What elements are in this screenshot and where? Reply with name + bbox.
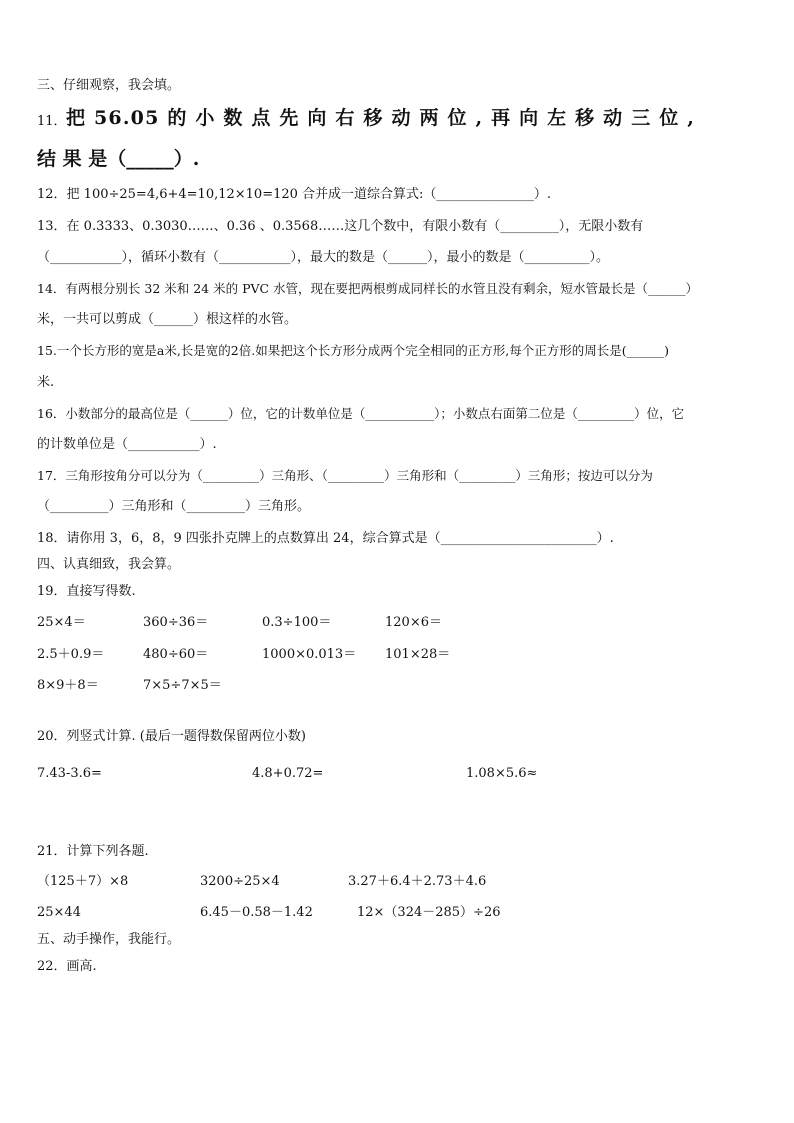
q21-item: （125＋7）×8 (37, 874, 129, 889)
q16-line1: 16．小数部分的最高位是（______）位，它的计数单位是（___________）；小数点右面第二位是（_________）位，它 (37, 406, 685, 421)
q19-item: 2.5＋0.9＝ (37, 647, 105, 662)
q19-item: 360÷36＝ (143, 615, 209, 630)
q11-number: 11． (37, 114, 67, 129)
section-3-heading: 三、仔细观察，我会填。 (37, 78, 181, 93)
q21-item: 25×44 (37, 905, 81, 920)
q17-line1: 17．三角形按角分可以分为（_________）三角形、（_________）三角形和（_________）三角形；按边可以分为 (37, 468, 653, 483)
section-4-heading: 四、认真细致，我会算。 (37, 557, 181, 572)
q19-item: 25×4＝ (37, 615, 86, 630)
q19-item: 8×9＋8＝ (37, 678, 99, 693)
q21-item: 3200÷25×4 (200, 874, 280, 889)
q18-text: 18．请你用 3，6，8，9 四张扑克牌上的点数算出 24，综合算式是（________________________）. (37, 531, 614, 546)
q19-item: 1000×0.013＝ (262, 647, 357, 662)
q22-title: 22．画高. (37, 959, 97, 974)
q13-line2: （___________），循环小数有（___________），最大的数是（______），最小的数是（__________）。 (37, 250, 610, 265)
q17-line2: （_________）三角形和（_________）三角形。 (37, 499, 311, 514)
q21-item: 6.45－0.58－1.42 (200, 905, 313, 920)
q20-item: 1.08×5.6≈ (466, 766, 538, 781)
q15-line2: 米. (37, 375, 55, 390)
q20-item: 7.43-3.6= (37, 766, 102, 781)
q21-item: 3.27＋6.4＋2.73＋4.6 (348, 874, 487, 889)
q14-line2: 米，一共可以剪成（______）根这样的水管。 (37, 312, 298, 327)
q20-title: 20．列竖式计算. (最后一题得数保留两位小数) (37, 729, 306, 744)
q19-item: 480÷60＝ (143, 647, 209, 662)
q11-line2: 结 果 是（_____）. (37, 148, 200, 170)
section-5-heading: 五、动手操作，我能行。 (37, 932, 181, 947)
q19-item: 7×5÷7×5＝ (143, 678, 222, 693)
q19-item: 120×6＝ (385, 615, 442, 630)
q19-item: 101×28＝ (385, 647, 451, 662)
q13-line1: 13．在 0.3333、0.3030……、0.36 、0.3568……这几个数中，有限小数有（_________），无限小数有 (37, 219, 644, 234)
q21-title: 21．计算下列各题. (37, 844, 149, 859)
q12-text: 12．把 100÷25=4,6+4=10,12×10=120 合并成一道综合算式:（_______________）. (37, 187, 552, 202)
q11-line1: 把 56.05 的 小 数 点 先 向 右 移 动 两 位 , 再 向 左 移 动 三 位 , (66, 107, 696, 129)
q16-line2: 的计数单位是（___________）. (37, 437, 217, 452)
q14-line1: 14．有两根分别长 32 米和 24 米的 PVC 水管，现在要把两根剪成同样长的水管且没有剩余，短水管最长是（______） (37, 281, 699, 296)
q20-item: 4.8+0.72= (252, 766, 324, 781)
q19-item: 0.3÷100＝ (262, 615, 332, 630)
q21-item: 12×（324－285）÷26 (357, 905, 501, 920)
q15-line1: 15.一个长方形的宽是a米,长是宽的2倍.如果把这个长方形分成两个完全相同的正方形,每个正方形的周长是(______) (37, 343, 669, 358)
q19-title: 19．直接写得数. (37, 584, 136, 599)
